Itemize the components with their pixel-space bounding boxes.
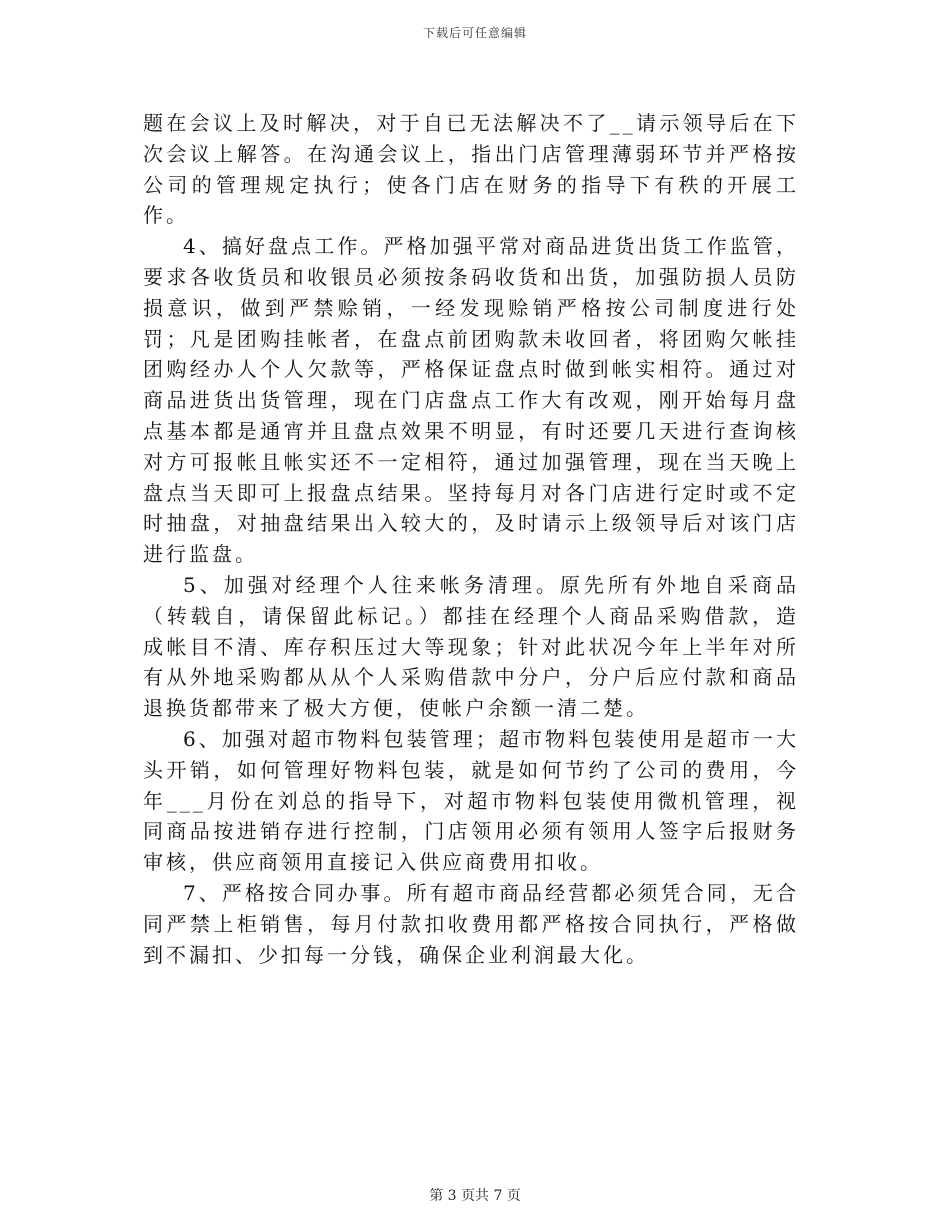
paragraph-item-5: 5、加强对经理个人往来帐务清理。原先所有外地自采商品（转载自，请保留此标记。）都挂在经理个人商品采购借款，造成帐目不清、库存积压过大等现象；针对此状况今年上半年对所有从外地采购都从从个人采购借款中分户，分户后应付款和商品退换货都带来了极大方便，使帐户余额一清二楚。 — [143, 572, 799, 721]
paragraph-continuation: 题在会议上及时解决，对于自已无法解决不了__请示领导后在下次会议上解答。在沟通会议上，指出门店管理薄弱环节并严格按公司的管理规定执行；使各门店在财务的指导下有秩的开展工作。 — [143, 111, 799, 228]
page-header: 下载后可任意编辑 — [422, 26, 527, 40]
document-body — [143, 108, 799, 970]
paragraph-item-4: 4、搞好盘点工作。严格加强平常对商品进货出货工作监管，要求各收货员和收银员必须按条码收货和出货，加强防损人员防损意识，做到严禁赊销，一经发现赊销严格按公司制度进行处罚；凡是团购挂帐者，在盘点前团购款未收回者，将团购欠帐挂团购经办人个人欠款等，严格保证盘点时做到帐实相符。通过对商品进货出货管理，现在门店盘点工作大有改观，刚开始每月盘点基本都是通宵并且盘点效果不明显，有时还要几天进行查询核对方可报帐且帐实还不一定相符，通过加强管理，现在当天晚上盘点当天即可上报盘点结果。坚持每月对各门店进行定时或不定时抽盘，对抽盘结果出入较大的，及时请示上级领导后对该门店进行监盘。 — [143, 234, 799, 567]
paragraph-item-7: 7、严格按合同办事。所有超市商品经营都必须凭合同，无合同严禁上柜销售，每月付款扣收费用都严格按合同执行，严格做到不漏扣、少扣每一分钱，确保企业利润最大化。 — [143, 880, 799, 967]
paragraph-item-6: 6、加强对超市物料包装管理；超市物料包装使用是超市一大头开销，如何管理好物料包装，就是如何节约了公司的费用，今年___月份在刘总的指导下，对超市物料包装使用微机管理，视同商品按进销存进行控制，门店领用必须有领用人签字后报财务审核，供应商领用直接记入供应商费用扣收。 — [143, 726, 799, 875]
page-footer: 第 3 页共 7 页 — [429, 1188, 521, 1204]
